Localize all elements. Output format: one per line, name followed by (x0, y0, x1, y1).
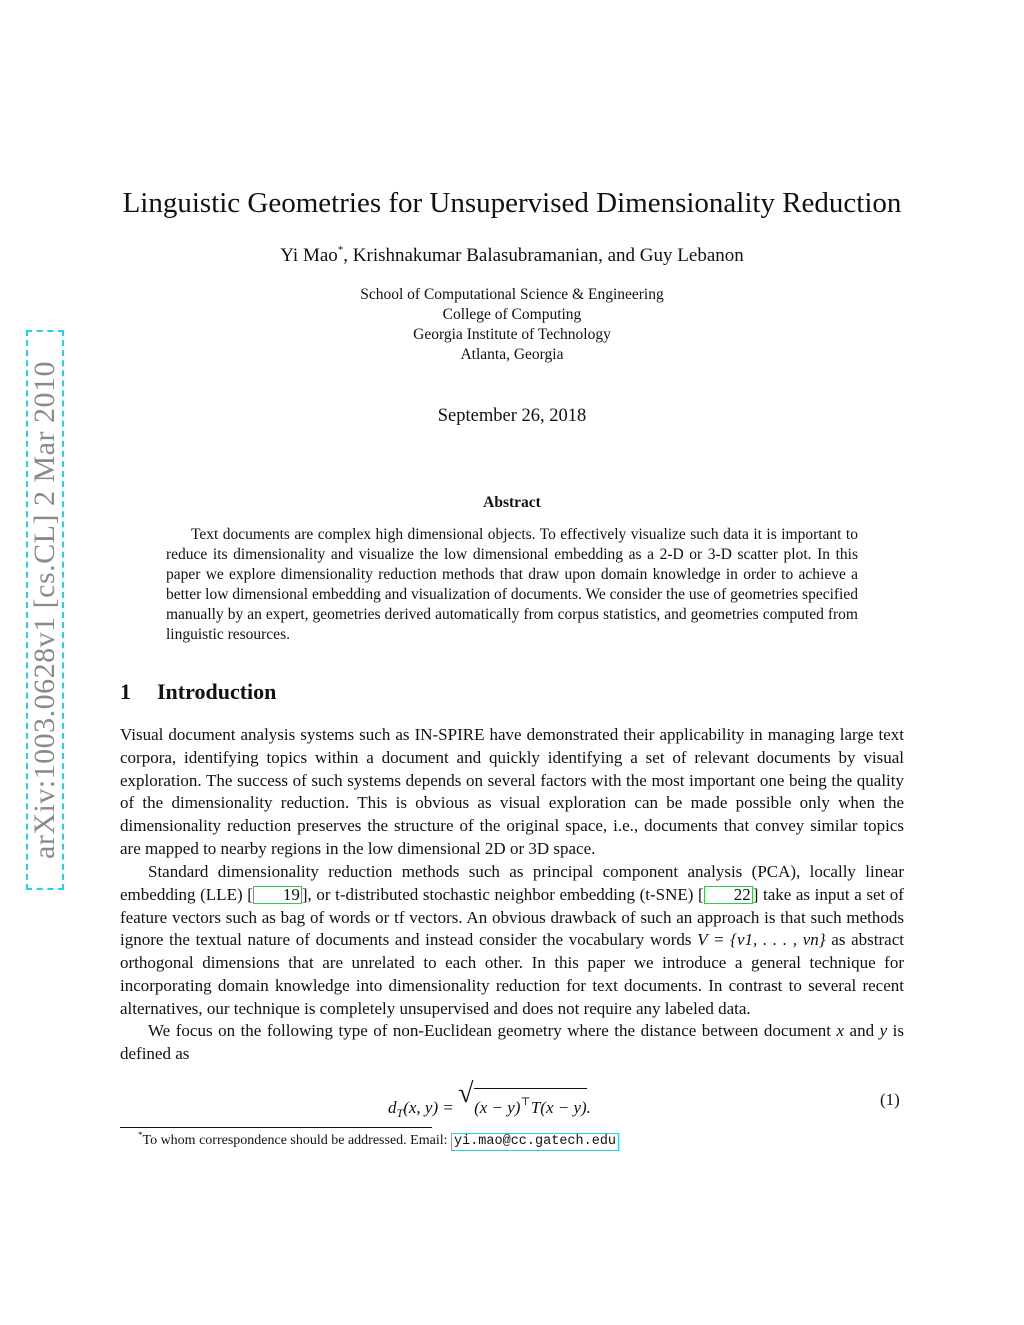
intro-paragraph-3 (120, 1020, 904, 1066)
footnote-marker: * (138, 1130, 143, 1140)
eq-transpose: ⊤ (520, 1096, 531, 1108)
paragraph-text: ], or t-distributed stochastic neighbor embedding (t-SNE) [ (301, 884, 704, 904)
eq-radicand-b: T(x − y) (530, 1098, 587, 1117)
inline-math-y: y (879, 1021, 888, 1040)
paper-title: Linguistic Geometries for Unsupervised Dimensionality Reduction (122, 187, 902, 219)
arxiv-stamp-text: arXiv:1003.0628v1 [cs.CL] 2 Mar 2010 (28, 361, 61, 859)
citation-link-22[interactable] (704, 886, 753, 904)
paragraph-text: ] take as input a set of feature vectors such as bag of words or tf vectors. An obvious drawback of such an approach is that such methods ignore the textual nature of documents and instead consider the vocabulary words (120, 884, 904, 950)
eq-square-root (458, 1078, 587, 1120)
inline-math-vocabulary: V = {v1, . . . , vn} (697, 930, 826, 950)
paragraph-text: is defined as (120, 1021, 905, 1063)
citation-number: 19 (282, 884, 300, 904)
affiliation-line: Georgia Institute of Technology (413, 326, 611, 343)
section-heading (120, 677, 276, 707)
author-rest: , Krishnakumar Balasubramanian, and Guy Lebanon (343, 245, 744, 266)
intro-paragraph-2 (120, 861, 904, 1021)
section-number: 1 (120, 679, 131, 704)
eq-radicand (474, 1088, 587, 1120)
intro-paragraph-1: Visual document analysis systems such as IN-SPIRE have demonstrated their applicability in managing large text corpora, identifying topics within a document and quickly identifying a set of relevant documents by visual exploration. The success of such systems depends on several factors with the most important one being the quality of the dimensionality reduction. This is obvious as visual exploration can be made possible only when the dimensionality reduction preserves the structure of the original space, i.e., documents that convey similar topics are mapped to nearby regions in the low dimensional 2D or 3D space. (120, 725, 904, 858)
eq-lhs-args: (x, y) = (403, 1098, 459, 1117)
affiliation-line: College of Computing (442, 306, 582, 323)
equation-formula (388, 1078, 591, 1125)
paragraph-text: Standard dimensionality reduction methods such as principal component analysis (PCA), locally linear embedding (LLE) [ (120, 862, 904, 904)
eq-trail: . (586, 1098, 591, 1117)
equation-1 (0, 1078, 1024, 1122)
footnote (138, 1131, 619, 1151)
affiliation-line: Atlanta, Georgia (460, 346, 564, 363)
equation-number: (1) (880, 1090, 900, 1109)
abstract-heading: Abstract (483, 494, 541, 511)
author-first: Yi Mao (280, 245, 338, 266)
eq-radicand-a: (x − y) (474, 1098, 521, 1117)
author-footnote-marker[interactable]: * (337, 244, 344, 256)
paragraph-text: as abstract orthogonal dimensions that are unrelated to each other. In this paper we introduce a general technique for incorporating domain knowledge into dimensionality reduction for text documents. In contrast to several recent alternatives, our technique is completely unsupervised and does not require any labeled data. (120, 930, 904, 1018)
paragraph-text: and (844, 1021, 880, 1040)
sqrt-sign-icon: √ (458, 1078, 474, 1109)
affiliation-block (0, 285, 1024, 365)
section-title: Introduction (157, 679, 277, 704)
paper-date: September 26, 2018 (437, 406, 587, 426)
citation-number: 22 (733, 884, 751, 904)
email-link[interactable]: yi.mao@cc.gatech.edu (451, 1133, 619, 1151)
citation-link-19[interactable] (253, 886, 302, 904)
author-list (0, 242, 1024, 270)
abstract-text: Text documents are complex high dimensional objects. To effectively visualize such data it is important to reduce its dimensionality and visualize the low dimensional embedding as a 2-D or 3-D scatter plot. In this paper we explore dimensionality reduction methods that draw upon domain knowledge in order to achieve a better low dimensional embedding and visualization of documents. We consider the use of geometries specified manually by an expert, geometries derived automatically from corpus statistics, and geometries computed from linguistic resources. (166, 526, 858, 643)
footnote-text: To whom correspondence should be addressed. Email: (142, 1133, 451, 1148)
eq-lhs-subscript: T (396, 1106, 404, 1120)
footnote-divider (120, 1127, 432, 1128)
inline-math-x: x (836, 1021, 845, 1040)
paragraph-text: We focus on the following type of non-Euclidean geometry where the distance between document (148, 1021, 837, 1040)
affiliation-line: School of Computational Science & Engineering (360, 286, 664, 303)
eq-lhs: d (388, 1098, 397, 1117)
